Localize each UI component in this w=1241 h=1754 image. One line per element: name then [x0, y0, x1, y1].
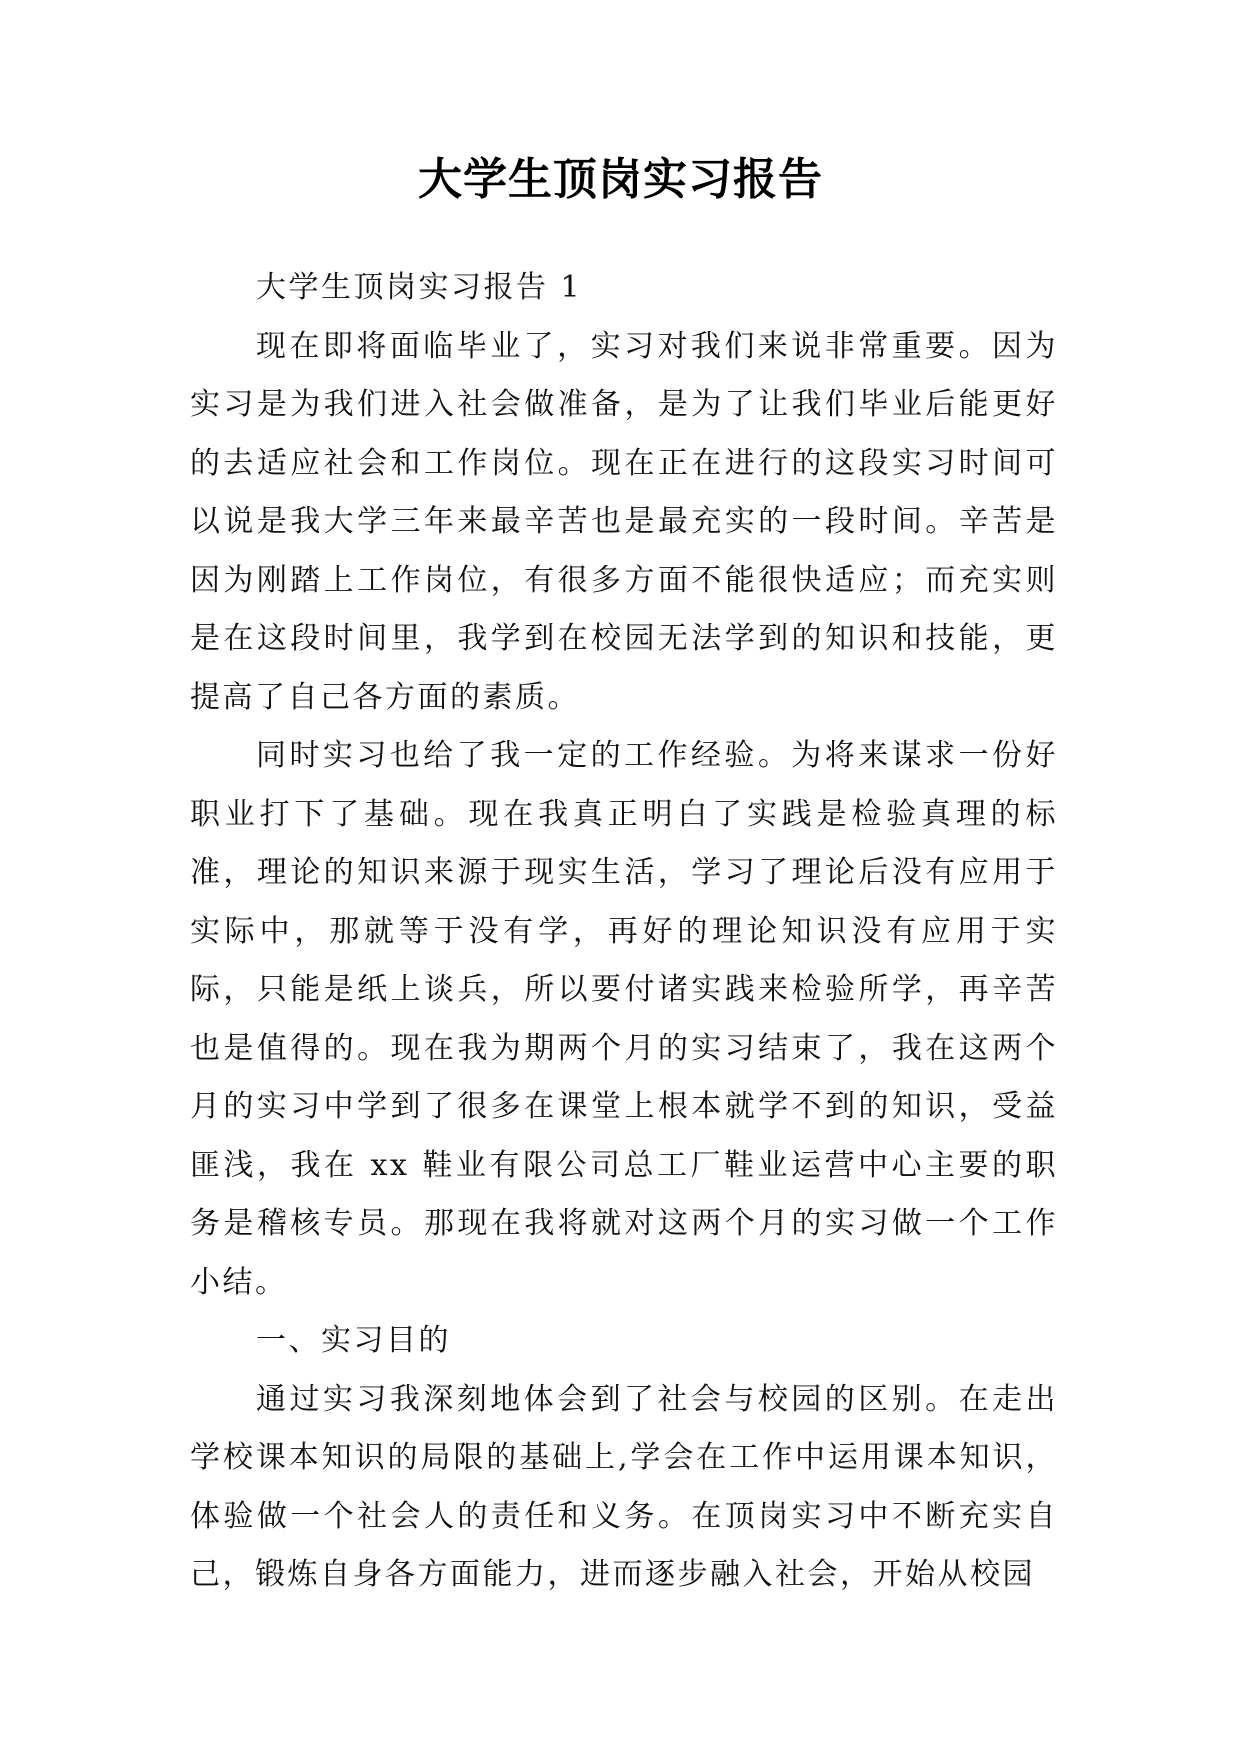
document-body	[190, 259, 1058, 1605]
report-subtitle: 大学生顶岗实习报告 1	[256, 270, 583, 305]
document-title: 大学生顶岗实习报告	[418, 154, 823, 205]
paragraph-3: 通过实习我深刻地体会到了社会与校园的区别。在走出学校课本知识的局限的基础上,学会在工作中运用课本知识，体验做一个社会人的责任和义务。在顶岗实习中不断充实自己，锻炼自身各方面能力，进而逐步融入社会，开始从校园	[190, 1381, 1058, 1592]
section-heading: 一、实习目的	[256, 1323, 451, 1358]
paragraph-2: 同时实习也给了我一定的工作经验。为将来谋求一份好职业打下了基础。现在我真正明白了实践是检验真理的标准，理论的知识来源于现实生活，学习了理论后没有应用于实际中，那就等于没有学，再好的理论知识没有应用于实际，只能是纸上谈兵，所以要付诸实践来检验所学，再辛苦也是值得的。现在我为期两个月的实习结束了，我在这两个月的实习中学到了很多在课堂上根本就学不到的知识，受益匪浅，我在 xx 鞋业有限公司总工厂鞋业运营中心主要的职务是稽核专员。那现在我将就对这两个月的实习做一个工作小结。	[190, 738, 1058, 1300]
paragraph-1: 现在即将面临毕业了，实习对我们来说非常重要。因为实习是为我们进入社会做准备，是为了让我们毕业后能更好的去适应社会和工作岗位。现在正在进行的这段实习时间可以说是我大学三年来最辛苦也是最充实的一段时间。辛苦是因为刚踏上工作岗位，有很多方面不能很快适应；而充实则是在这段时间里，我学到在校园无法学到的知识和技能，更提高了自己各方面的素质。	[190, 328, 1058, 715]
